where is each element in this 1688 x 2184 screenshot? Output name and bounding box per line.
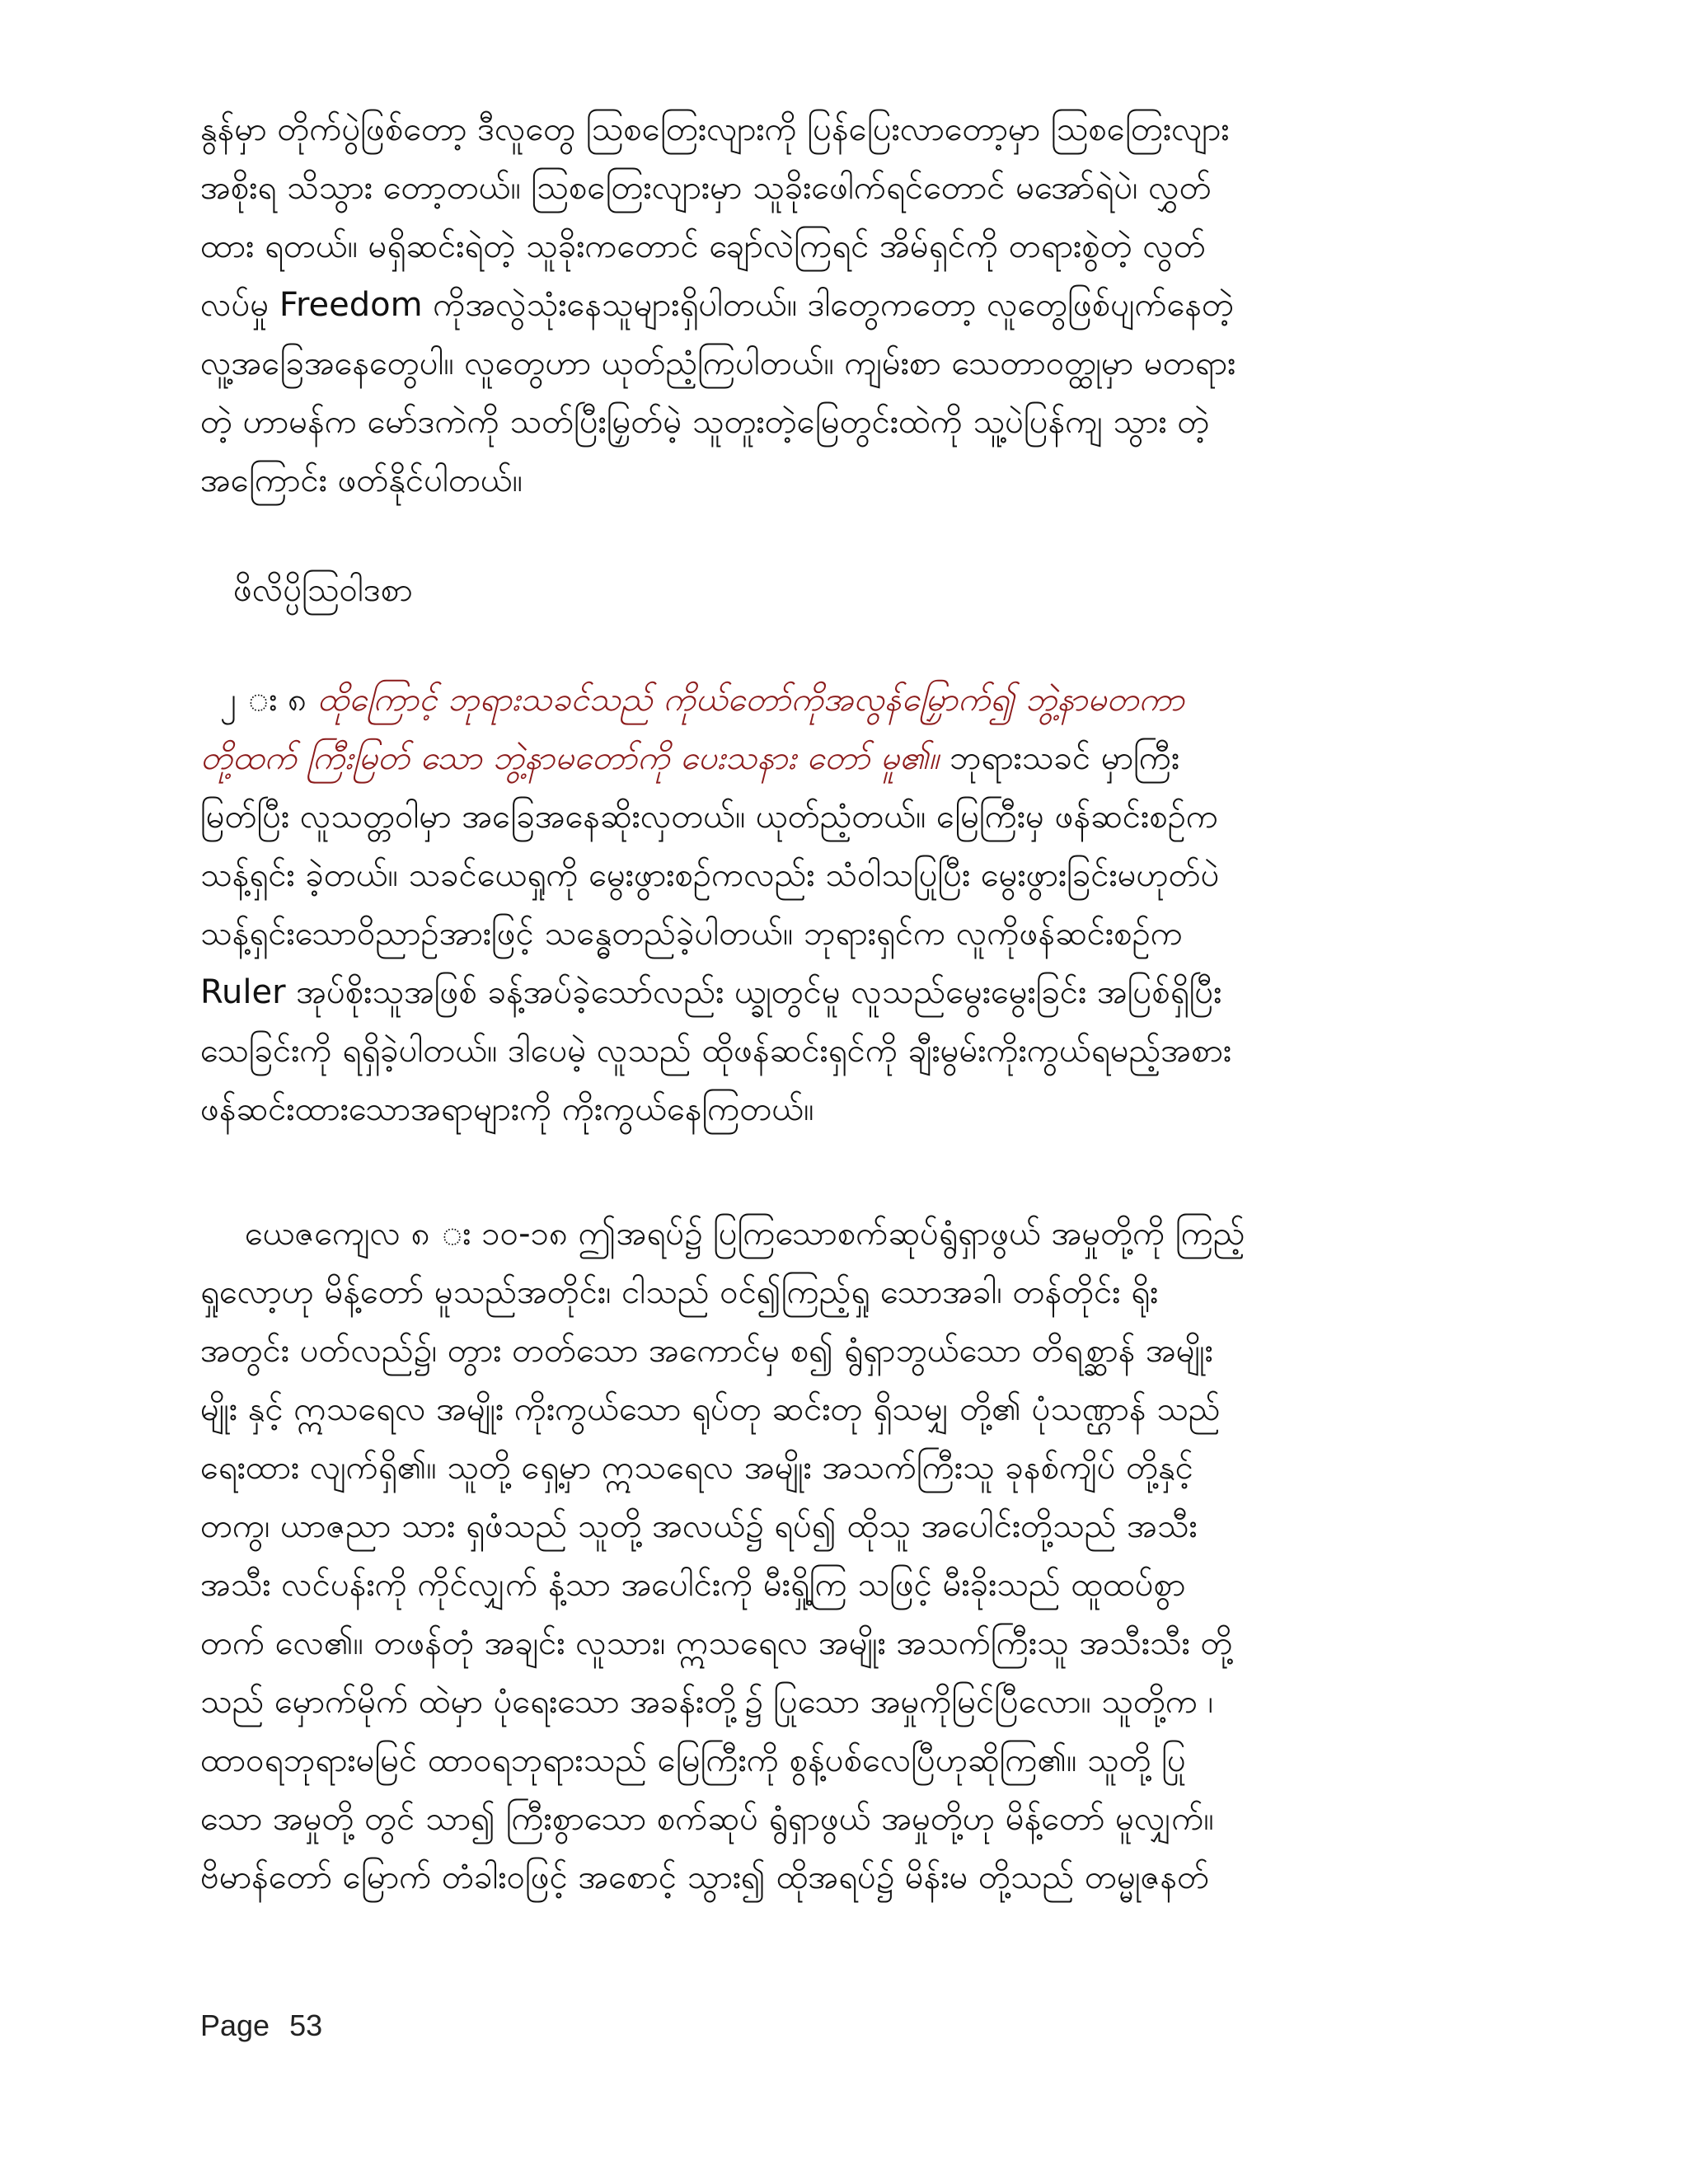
paragraph-1 bbox=[200, 101, 1482, 510]
text-line: သည် မှောက်မိုက် ထဲမှာ ပုံရေးသော အခန်းတို့၌ ပြုသော အမှုကိုမြင်ပြီလော။ သူတို့က ၊ bbox=[200, 1683, 1214, 1721]
text-line: ထား ရတယ်။ မရှိဆင်းရဲတဲ့ သူခိုးကတောင် ချော်လဲကြရင် အိမ်ရှင်ကို တရားစွဲတဲ့ လွတ် bbox=[200, 227, 1206, 265]
verse-reference: ၂ း ၈ bbox=[220, 681, 307, 719]
page-number: 53 bbox=[289, 2008, 323, 2042]
text-line: မျိုး နှင့် ဣသရေလ အမျိုး ကိုးကွယ်သော ရုပ်တု ဆင်းတု ရှိသမျှ တို့၏ ပုံသဏ္ဌာန် သည် bbox=[200, 1390, 1221, 1428]
text-line: မြတ်ပြီး လူသတ္တဝါမှာ အခြေအနေဆိုးလှတယ်။ ယုတ်ညံ့တယ်။ မြေကြီးမှ ဖန်ဆင်းစဉ်က bbox=[200, 798, 1219, 836]
text-line: Ruler အုပ်စိုးသူအဖြစ် ခန့်အပ်ခဲ့သော်လည်း ယ္ခုတွင်မူ လူသည်မွေးမွေးခြင်း အပြစ်ရှိပြီး bbox=[200, 973, 1222, 1011]
text-line: နွန်မှာ တိုက်ပွဲဖြစ်တော့ ဒီလူတွေ ဩစတြေးလျားကို ပြန်ပြေးလာတော့မှာ ဩစတြေးလျား bbox=[200, 110, 1230, 148]
text-line: အစိုးရ သိသွား တော့တယ်။ ဩစတြေးလျားမှာ သူခိုးဖေါက်ရင်တောင် မအော်ရဲပဲ၊ လွှတ် bbox=[200, 169, 1212, 207]
verse-line-2 bbox=[200, 729, 1482, 788]
text-line: ရေးထား လျက်ရှိ၏။ သူတို့ ရှေ့မှာ ဣသရေလ အမျိုး အသက်ကြီးသူ ခုနစ်ကျိပ် တို့နှင့် bbox=[200, 1449, 1193, 1487]
page-label: Page bbox=[200, 2008, 270, 2042]
text-line: တက် လေ၏။ တဖန်တုံ အချင်း လူသား၊ ဣသရေလ အမျိုး အသက်ကြီးသူ အသီးသီး တို့ bbox=[200, 1624, 1233, 1662]
text-line: သေခြင်းကို ရရှိခဲ့ပါတယ်။ ဒါပေမဲ့ လူသည် ထိုဖန်ဆင်းရှင်ကို ချီးမွမ်းကိုးကွယ်ရမည့်အစား bbox=[200, 1032, 1232, 1070]
page-content bbox=[200, 101, 1482, 1907]
text-line: တကွ၊ ယာဇညာ သား ရှဖံသည် သူတို့ အလယ်၌ ရပ်၍ ထိုသူ အပေါင်းတို့သည် အသီး bbox=[200, 1507, 1198, 1545]
text-segment: ဘုရားသခင် မှာကြီး bbox=[949, 739, 1180, 777]
text-line: အကြောင်း ဖတ်နိုင်ပါတယ်။ bbox=[200, 462, 523, 499]
text-line: တဲ့ ဟာမန်က မော်ဒကဲကို သတ်ပြီးမြှတ်မဲ့ သူတူးတဲ့မြေတွင်းထဲကို သူ့ပဲပြန်ကျ သွား တဲ့ bbox=[200, 403, 1210, 441]
text-line: ဖန်ဆင်းထားသောအရာများကို ကိုးကွယ်နေကြတယ်။ bbox=[200, 1090, 814, 1128]
section-heading: ဖိလိပ္ပိဩဝါဒစာ bbox=[233, 571, 413, 609]
text-line: သန့်ရှင်းသောဝိညာဉ်အားဖြင့် သန္ဓေတည်ခဲ့ပါတယ်။ ဘုရားရှင်က လူကိုဖန်ဆင်းစဉ်က bbox=[200, 915, 1183, 953]
paragraph-3 bbox=[200, 1205, 1482, 1907]
verse-text: ထိုကြောင့် ဘုရားသခင်သည် ကိုယ်တော်ကိုအလွန်မြှောက်၍ ဘွဲ့နာမတကာ bbox=[316, 681, 1185, 719]
verse-text: တို့ထက် ကြီးမြတ် သော ဘွဲ့နာမတော်ကို ပေးသနား တော် မူ၏။ bbox=[200, 739, 939, 777]
text-line: ရှုလော့ဟု မိန့်တော် မူသည်အတိုင်း၊ ငါသည် ဝင်၍ကြည့်ရှု သောအခါ၊ တန်တိုင်း ရိုး bbox=[200, 1273, 1159, 1311]
text-line: ယေဇကျေလ ၈ း ၁၀-၁၈ ဤအရပ်၌ ပြကြသောစက်ဆုပ်ရွံရှာဖွယ် အမှုတို့ကို ကြည့် bbox=[245, 1215, 1245, 1253]
text-line: သန့်ရှင်း ခဲ့တယ်။ သခင်ယေရှုကို မွေးဖွားစဉ်ကလည်း သံဝါသပြုပြီး မွေးဖွားခြင်းမဟုတ်ပဲ bbox=[200, 856, 1220, 894]
page-footer bbox=[200, 2008, 322, 2043]
text-line: ထာဝရဘုရားမမြင် ထာဝရဘုရားသည် မြေကြီးကို စွန့်ပစ်လေပြီဟုဆိုကြ၏။ သူတို့ ပြု bbox=[200, 1741, 1186, 1779]
text-line: လပ်မှု Freedom ကိုအလွဲသုံးနေသူများရှိပါတယ်။ ဒါတွေကတော့ လူတွေဖြစ်ပျက်နေတဲ့ bbox=[200, 286, 1234, 324]
text-line: အသီး လင်ပန်းကို ကိုင်လျှက် နံ့သာ အပေါင်းကို မီးရှို့ကြ သဖြင့် မီးခိုးသည် ထူထပ်စွာ bbox=[200, 1566, 1186, 1604]
paragraph-2 bbox=[200, 671, 1482, 1139]
text-line: လူ့အခြေအနေတွေပါ။ လူတွေဟာ ယုတ်ညံ့ကြပါတယ်။ ကျမ်းစာ သေတာဝတ္ထုမှာ မတရား bbox=[200, 344, 1236, 382]
verse-line-1 bbox=[200, 671, 1482, 729]
text-line: ဗိမာန်တော် မြောက် တံခါးဝဖြင့် အစောင့် သွား၍ ထိုအရပ်၌ မိန်းမ တို့သည် တမ္မုဇနတ် bbox=[200, 1858, 1210, 1896]
text-line: သော အမှုတို့ တွင် သာ၍ ကြီးစွာသော စက်ဆုပ် ရွံရှာဖွယ် အမှုတို့ဟု မိန့်တော် မူလျှက်။ bbox=[200, 1800, 1214, 1838]
text-line: အတွင်း ပတ်လည်၌၊ တွား တတ်သော အကောင်မှ စ၍ ရွံရှာဘွယ်သော တိရစ္ဆာန် အမျိုး bbox=[200, 1332, 1213, 1370]
